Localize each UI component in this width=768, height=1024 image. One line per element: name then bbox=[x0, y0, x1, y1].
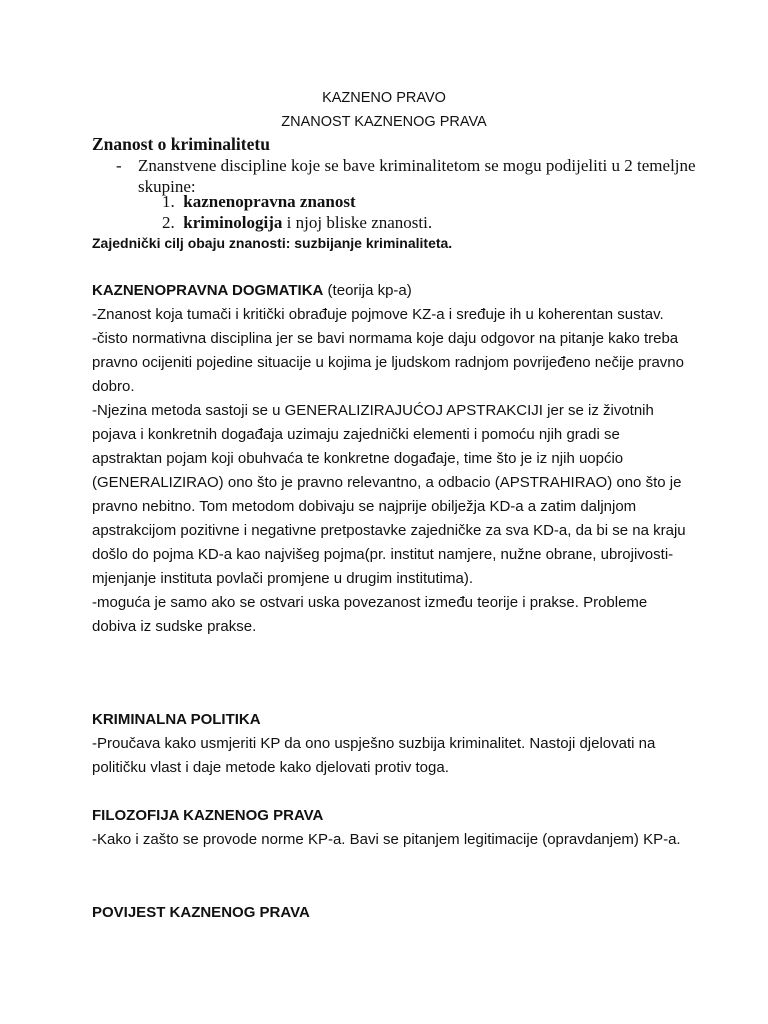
numbered-item-2 bbox=[162, 213, 432, 233]
section-heading: KRIMINALNA POLITIKA bbox=[92, 711, 261, 728]
section-filozofija bbox=[92, 804, 692, 852]
item-rest-text: i njoj bliske znanosti. bbox=[282, 213, 433, 232]
dash-list-item bbox=[116, 155, 716, 197]
paragraph: -Kako i zašto se provode norme KP-a. Bavi se pitanjem legitimacije (opravdanjem) KP-a. bbox=[92, 831, 681, 848]
item-bold-text: kriminologija bbox=[183, 213, 283, 232]
section-heading: KAZNENOPRAVNA DOGMATIKA bbox=[92, 282, 324, 299]
paragraph: -čisto normativna disciplina jer se bavi normama koje daju odgovor na pitanje kako treba pravno ocijeniti pojedine situacije u kojima je ljudskom radnjom povrijeđeno nečije pravno dobro. bbox=[92, 330, 684, 395]
paragraph: -Proučava kako usmjeriti KP da ono uspješno suzbija kriminalitet. Nastoji djelovati na političku vlast i daje metode kako djelovati protiv toga. bbox=[92, 735, 656, 776]
numbered-item-1 bbox=[162, 192, 356, 212]
dash-item-text: Znanstvene discipline koje se bave kriminalitetom se mogu podijeliti u 2 temeljne skupine: bbox=[138, 156, 696, 196]
common-goal-line: Zajednički cilj obaju znanosti: suzbijanje kriminaliteta. bbox=[92, 235, 453, 251]
item-number: 2. bbox=[162, 213, 175, 232]
item-bold-text: kaznenopravna znanost bbox=[183, 192, 356, 211]
paragraph: -Njezina metoda sastoji se u GENERALIZIRAJUĆOJ APSTRAKCIJI jer se iz životnih pojava i konkretnih događaja uzimaju zajednički elementi i pomoću njih gradi se apstraktan pojam koji obuhvaća te konkretne događaje, time što je iz njih uopćio (GENERALIZIRAO) ono što je pravno relevantno, a odbacio (APSTRAHIRAO) ono što je pravno nebitno. Tom metodom dobivaju se najprije obilježja KD-a a zatim daljnjom apstrakcijom pozitivne i negativne pretpostavke zajedničke za sva KD-a, da bi se na kraju došlo do pojma KD-a kao najvišeg pojma(pr. institut namjere, nužne obrane, ubrojivosti-mjenjanje instituta povlači promjene u drugim institutima). bbox=[92, 402, 686, 587]
dash-marker: - bbox=[116, 156, 122, 175]
item-number: 1. bbox=[162, 192, 175, 211]
section-politika bbox=[92, 708, 692, 780]
section-heading-line bbox=[92, 279, 692, 303]
section-heading-znanost: Znanost o kriminalitetu bbox=[92, 134, 270, 154]
document-subtitle: ZNANOST KAZNENOG PRAVA bbox=[281, 114, 487, 130]
paragraph: -moguća je samo ako se ostvari uska povezanost između teorije i prakse. Probleme dobiva iz sudske prakse. bbox=[92, 594, 648, 635]
section-heading: FILOZOFIJA KAZNENOG PRAVA bbox=[92, 807, 324, 824]
section-heading-suffix: (teorija kp-a) bbox=[323, 282, 412, 299]
section-dogmatika bbox=[92, 279, 692, 639]
paragraph: -Znanost koja tumači i kritički obrađuje pojmove KZ-a i sređuje ih u koherentan sustav. bbox=[92, 306, 664, 323]
section-heading: POVIJEST KAZNENOG PRAVA bbox=[92, 904, 310, 921]
document-title: KAZNENO PRAVO bbox=[322, 90, 446, 106]
section-povijest bbox=[92, 901, 692, 925]
